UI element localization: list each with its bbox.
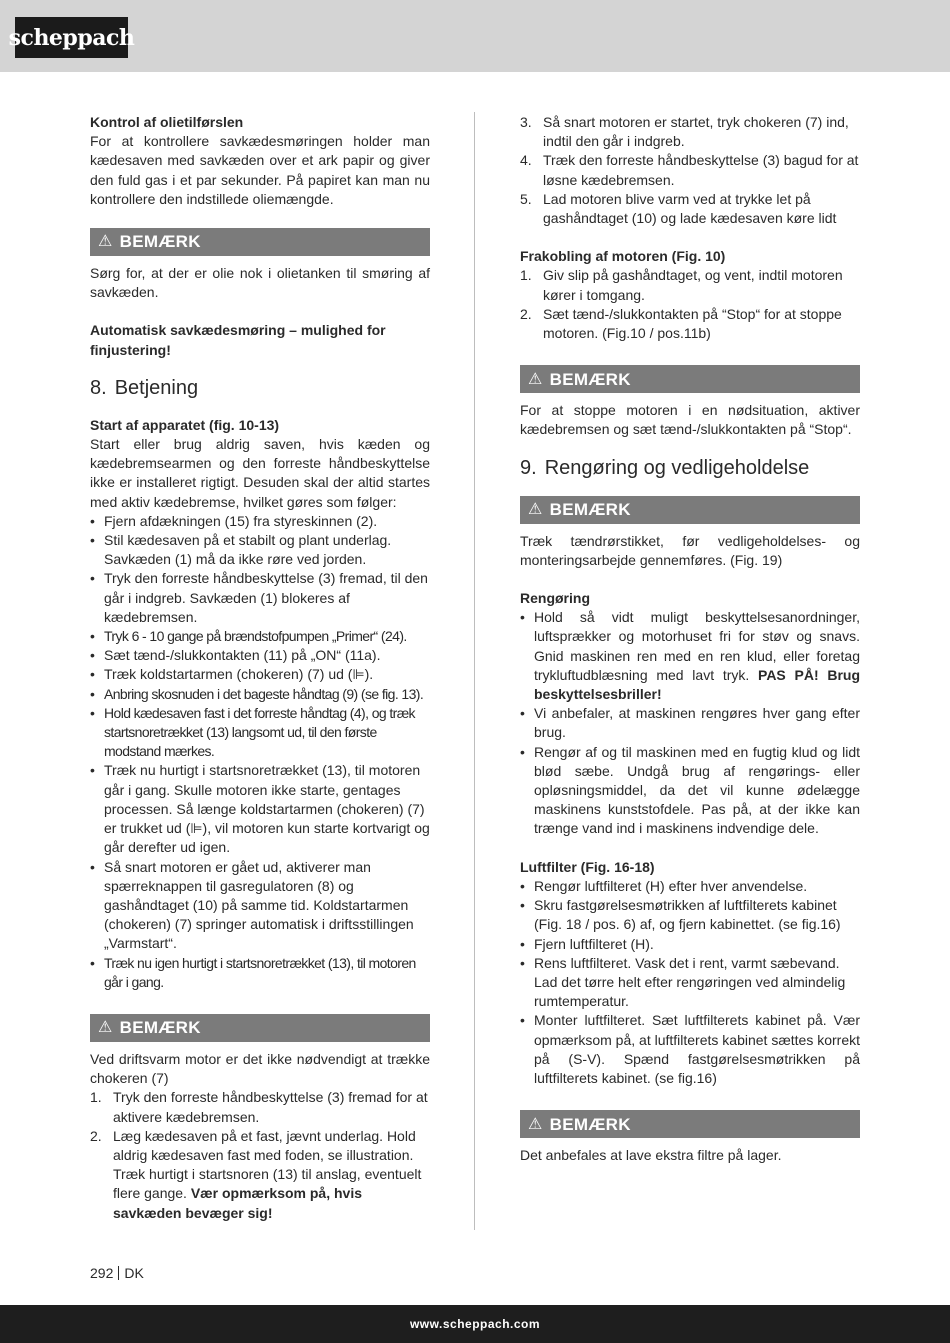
note-text: Sørg for, at der er olie nok i olietanken til smøring af savkæden.: [90, 265, 430, 301]
website-link[interactable]: www.scheppach.com: [409, 1317, 541, 1331]
brand-logo[interactable]: [8, 17, 135, 58]
list-item: • Rengør af og til maskinen med en fugtig klud og lidt blød sæbe. Undgå brug af rengørings- eller opløsningsmiddel, da det vil kunne ødelægge maskinens kunststofdele. Pas på, at der ikke kan trænge vand ind i maskinens indvendige dele.: [520, 743, 860, 839]
list-item: • Hold kædesaven fast i det forreste håndtag (4), og træk startsnoretrækket (13) langsomt ud, til den første modstand mærkes.: [90, 704, 430, 762]
footer-bar: [0, 1305, 950, 1343]
section-8-heading: 8. Betjening: [90, 376, 199, 399]
cleaning-list: [520, 608, 860, 838]
list-item: 2. Læg kædesaven på et fast, jævnt underlag. Hold aldrig kædesaven fast med foden, se illustration. Træk hurtigt i startsnoren (13) til anslag, eventuelt flere gange. Vær opmærksom på, hvis savkæden bevæger sig!: [90, 1127, 422, 1221]
list-item: • Stil kædesaven på et stabilt og plant underlag. Savkæden (1) må da ikke røre ved jorden.: [90, 531, 430, 569]
list-item: • Så snart motoren er gået ud, aktiverer man spærreknappen til gasregulatoren (8) og gashåndtaget (10) på samme tid. Koldstartarmen (chokeren) (7) springer automatisk i driftsstillingen „Varmstart“.: [90, 858, 430, 954]
note-banner: [90, 1014, 430, 1042]
language-code: DK: [124, 1265, 144, 1281]
oil-check-title: Kontrol af olietilførslen: [90, 114, 244, 130]
left-column: [90, 113, 430, 1223]
header-bar: [0, 0, 950, 72]
warning-icon: ⚠: [98, 1019, 113, 1037]
page-number-value: 292: [90, 1265, 114, 1281]
oil-check-text: For at kontrollere savkædesmøringen holder man kædesaven med savkæden over et ark papir og giver den fuld gas i et par sekunder. På papiret kan man nu kontrollere den indstillede oliemængde.: [90, 133, 430, 207]
note-banner: [520, 1110, 860, 1138]
brand-text: scheppach: [8, 24, 135, 51]
right-column: [520, 113, 860, 1165]
warm-start-steps-continued: [520, 113, 860, 228]
stop-steps: [520, 266, 860, 343]
page-separator: [118, 1266, 119, 1280]
section-9-heading: 9. Rengøring og vedligeholdelse: [520, 456, 810, 479]
warning-icon: ⚠: [98, 233, 113, 251]
note-banner: [520, 365, 860, 393]
list-item: • Sæt tænd-/slukkontakten (11) på „ON“ (11a).: [90, 646, 430, 665]
list-item: • Fjern afdækningen (15) fra styreskinnen (2).: [90, 512, 430, 531]
note-text: Træk tændrørstikket, før vedligeholdelses- og monteringsarbejde gennemføres. (Fig. 19): [520, 532, 860, 568]
list-item: • Tryk 6 - 10 gange på brændstofpumpen „Primer“ (24).: [90, 627, 430, 646]
list-item: • Rengør luftfilteret (H) efter hver anvendelse.: [520, 877, 860, 896]
warning-icon: ⚠: [528, 370, 543, 388]
note-text: For at stoppe motoren i en nødsituation, aktiver kædebremsen og sæt tænd-/slukkontakten på “Stop“.: [520, 402, 860, 438]
list-item: • Fjern luftfilteret (H).: [520, 935, 860, 954]
note-label: BEMÆRK: [549, 500, 631, 520]
note-label: BEMÆRK: [119, 1018, 201, 1038]
column-divider: [474, 112, 475, 1230]
filter-title: Luftfilter (Fig. 16-18): [520, 858, 655, 875]
auto-lube-title: Automatisk savkædesmøring – mulighed for finjustering!: [90, 322, 386, 358]
warning-icon: ⚠: [528, 501, 543, 519]
list-item: • Skru fastgørelsesmøtrikken af luftfilterets kabinet (Fig. 18 / pos. 6) af, og fjern kabinettet. (se fig.16): [520, 896, 860, 934]
filter-list: [520, 877, 860, 1088]
list-item: • Monter luftfilteret. Sæt luftfilterets kabinet på. Vær opmærksom på, at luftfilterets kabinet sættes korrekt på (S-V). Spænd fastgørelsesmøtrikken på luftfilterets kabinet. (se fig.16): [520, 1011, 860, 1088]
list-item: • Tryk den forreste håndbeskyttelse (3) fremad, til den går i indgreb. Savkæden (1) blokeres af kædebremsen.: [90, 569, 430, 627]
note-banner: [520, 496, 860, 524]
note-label: BEMÆRK: [119, 232, 201, 252]
list-item: • Vi anbefaler, at maskinen rengøres hver gang efter brug.: [520, 704, 860, 742]
list-item: • Træk nu hurtigt i startsnoretrækket (13), til motoren går i gang. Skulle motoren ikke starte, gentages processen. Så længe koldstartarmen (chokeren) (7) er trukket ud (⊫), vil motoren kun starte kortvarigt og går derefter ud igen.: [90, 761, 430, 857]
list-item: • Træk nu igen hurtigt i startsnoretrækket (13), til motoren går i gang.: [90, 954, 430, 992]
note-banner: [90, 228, 430, 256]
list-item: • Rens luftfilteret. Vask det i rent, varmt sæbevand. Lad det tørre helt efter rengøringen ved almindelig rumtemperatur.: [520, 954, 860, 1012]
list-item: 1. Tryk den forreste håndbeskyttelse (3) fremad for at aktivere kædebremsen.: [90, 1089, 428, 1125]
list-item: 5. Lad motoren blive varm ved at trykke let på gashåndtaget (10) og lade kædesaven køre lidt: [520, 190, 837, 227]
note-label: BEMÆRK: [549, 369, 631, 389]
page-number: [90, 1265, 144, 1281]
stop-title: Frakobling af motoren (Fig. 10): [520, 248, 726, 265]
list-item: 4. Træk den forreste håndbeskyttelse (3) bagud for at løsne kædebremsen.: [520, 152, 859, 188]
note-text: Det anbefales at lave ekstra filtre på lager.: [520, 1147, 782, 1164]
warning-icon: ⚠: [528, 1115, 543, 1133]
list-item: • Træk koldstartarmen (chokeren) (7) ud (⊫).: [90, 665, 430, 684]
list-item: 1. Giv slip på gashåndtaget, og vent, indtil motoren kører i tomgang.: [520, 267, 843, 303]
start-steps-list: [90, 512, 430, 992]
start-title: Start af apparatet (fig. 10-13): [90, 416, 280, 433]
note-text: Ved driftsvarm motor er det ikke nødvendigt at trække chokeren (7): [90, 1050, 430, 1087]
list-item: 3. Så snart motoren er startet, tryk chokeren (7) ind, indtil den går i indgreb.: [520, 114, 849, 150]
start-text: Start eller brug aldrig saven, hvis kæden og kædebremsearmen og den forreste håndbeskyttelse ikke er installeret rigtigt. Desuden skal der altid startes med aktiv kædebremse, hvilket gøres som følger:: [90, 436, 430, 510]
warm-start-steps: [90, 1088, 430, 1222]
cleaning-title: Rengøring: [520, 590, 590, 607]
note-label: BEMÆRK: [549, 1114, 631, 1134]
list-item: • Hold så vidt muligt beskyttelsesanordninger, luftsprækker og motorhuset fri for støv og snavs. Gnid maskinen ren med en ren klud, eller foretag trykluftudblæsning med lavt tryk. PAS PÅ! Brug beskyttelsesbriller!: [520, 608, 860, 704]
list-item: • Anbring skosnuden i det bageste håndtag (9) (se fig. 13).: [90, 685, 430, 704]
list-item: 2. Sæt tænd-/slukkontakten på “Stop“ for at stoppe motoren. (Fig.10 / pos.11b): [520, 305, 842, 342]
